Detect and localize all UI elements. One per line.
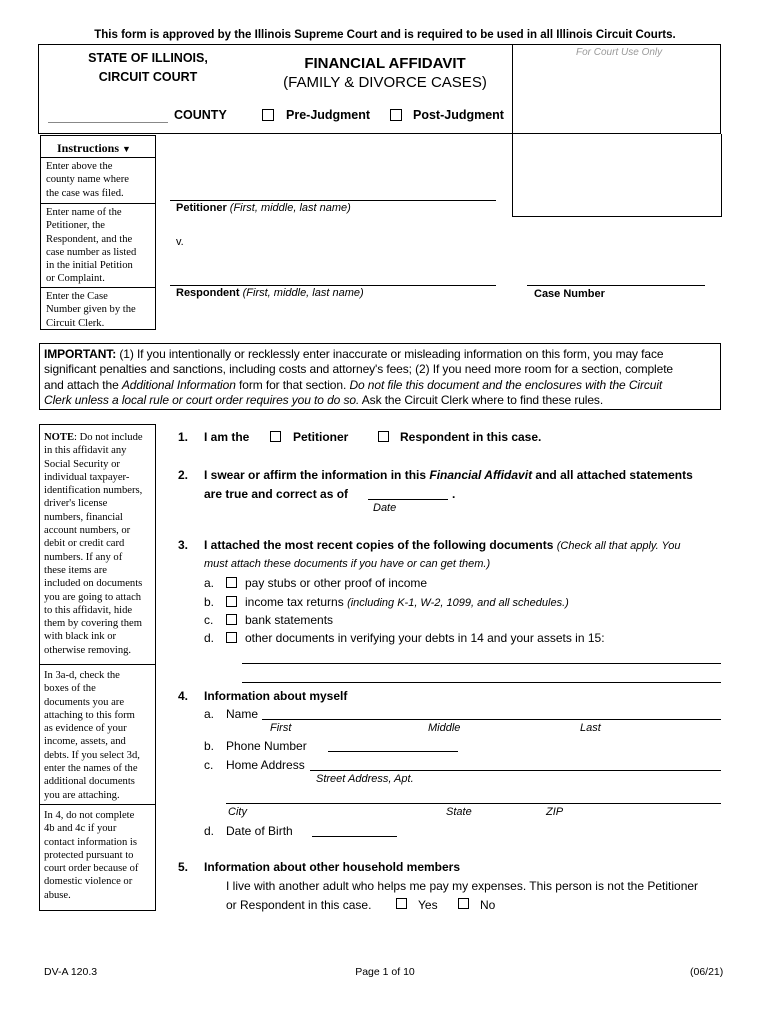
petitioner-checkbox[interactable] [270,431,281,442]
respondent-input[interactable] [170,285,496,286]
versus-label: v. [176,236,184,248]
phone-label: Phone Number [226,739,307,753]
case-number-label: Case Number [534,288,605,300]
city-state-zip-input[interactable] [226,803,721,804]
form-id: DV-A 120.3 [44,966,98,978]
dob-input[interactable] [312,836,397,837]
respondent-checkbox[interactable] [378,431,389,442]
state-label: STATE OF ILLINOIS, [88,51,208,65]
yes-label: Yes [418,898,438,912]
item-3-number: 3. [178,538,189,552]
other-documents-label: other documents in verifying your debts in 14 and your assets in 15: [245,631,605,645]
court-use-bottom [512,216,721,217]
item-1-number: 1. [178,430,189,444]
petitioner-caption: Petitioner (First, middle, last name) [176,202,351,214]
respondent-caption: Respondent (First, middle, last name) [176,287,364,299]
bank-statements-label: bank statements [245,613,334,627]
county-input[interactable] [48,122,168,123]
home-address-label: Home Address [226,758,305,772]
item-4-heading: Information about myself [204,689,348,703]
form-title: FINANCIAL AFFIDAVIT [304,55,466,72]
item-5-text-2: or Respondent in this case. [226,898,372,912]
court-use-label: For Court Use Only [576,47,663,58]
approval-banner: This form is approved by the Illinois Supreme Court and is required to be used in all Illinois Circuit Courts. [94,29,676,41]
item-2-line2: are true and correct as of [204,487,349,501]
no-checkbox[interactable] [458,898,469,909]
item-4-number: 4. [178,689,189,703]
note-documents: In 3a-d, check the boxes of the documents you are attaching to this form as evidence of your income, assets, and debts. If you select 3d, enter the names of the additional documents you are attaching. [44,670,140,801]
item-5-number: 5. [178,860,189,874]
revision-date: (06/21) [690,966,724,978]
item-3-hint: must attach these documents if you have or can get them.) [204,558,491,570]
bank-statements-checkbox[interactable] [226,614,237,625]
dob-label: Date of Birth [226,824,293,838]
pay-stubs-checkbox[interactable] [226,577,237,588]
form-subtitle: (FAMILY & DIVORCE CASES) [283,74,487,91]
date-caption: Date [373,502,397,514]
no-label: No [480,898,496,912]
item-2-text: I swear or affirm the information in this Financial Affidavit and all attached statements [204,468,693,482]
item-2-number: 2. [178,468,189,482]
phone-input[interactable] [328,751,458,752]
post-judgment-checkbox[interactable] [390,109,402,121]
pre-judgment-label: Pre-Judgment [286,108,371,122]
item-3-text: I attached the most recent copies of the following documents (Check all that apply. You [204,538,681,552]
respondent-option: Respondent in this case. [400,430,542,444]
caret-down-icon: ▼ [122,144,131,154]
case-number-input[interactable] [527,285,705,286]
other-documents-checkbox[interactable] [226,632,237,643]
item-5-text: I live with another adult who helps me pay my expenses. This person is not the Petitioner [226,879,699,893]
other-documents-line-1[interactable] [242,663,721,664]
tax-returns-checkbox[interactable] [226,596,237,607]
pay-stubs-label: pay stubs or other proof of income [245,576,428,590]
name-input[interactable] [262,719,721,720]
street-address-input[interactable] [310,770,721,771]
item-1-text: I am the [204,430,250,444]
affirm-date-input[interactable] [368,499,448,500]
yes-checkbox[interactable] [396,898,407,909]
note-ssn: NOTE: Do not include in this affidavit any Social Security or individual taxpayer- identification numbers, driver's license numbers, financial account numbers, or debit or credit card numbers. If any of these items are included on documents you are going to attach to this affidavit, hide them by covering them with black ink or otherwise removing. [44,432,143,656]
instructions-toggle[interactable]: Instructions ▼ [57,141,131,155]
item-5-heading: Information about other household members [204,860,461,874]
important-notice: IMPORTANT: (1) If you intentionally or recklessly enter inaccurate or misleading information on this form, you may face significant penalties and sanctions, including costs and attorney's fees; (2) If you need more room for a section, complete and attach the Additional Information form for that section. Do not file this document and the enclosures with the Circuit Clerk unless a local rule or court order requires you to do so. Ask the Circuit Clerk where to find these rules. [44,347,674,407]
petitioner-option: Petitioner [293,430,349,444]
court-label: CIRCUIT COURT [98,70,198,84]
other-documents-line-2[interactable] [242,682,721,683]
post-judgment-label: Post-Judgment [413,108,504,122]
county-label: COUNTY [174,108,227,122]
court-use-divider [512,44,513,216]
note-contact: In 4, do not complete 4b and 4c if your contact information is protected pursuant to court order because of domestic violence or abuse. [44,810,139,901]
pre-judgment-checkbox[interactable] [262,109,274,121]
tax-returns-label: income tax returns (including K-1, W-2, 1099, and all schedules.) [245,595,569,609]
name-label: Name [226,707,259,721]
petitioner-input[interactable] [170,200,496,201]
page-number: Page 1 of 10 [355,966,415,978]
